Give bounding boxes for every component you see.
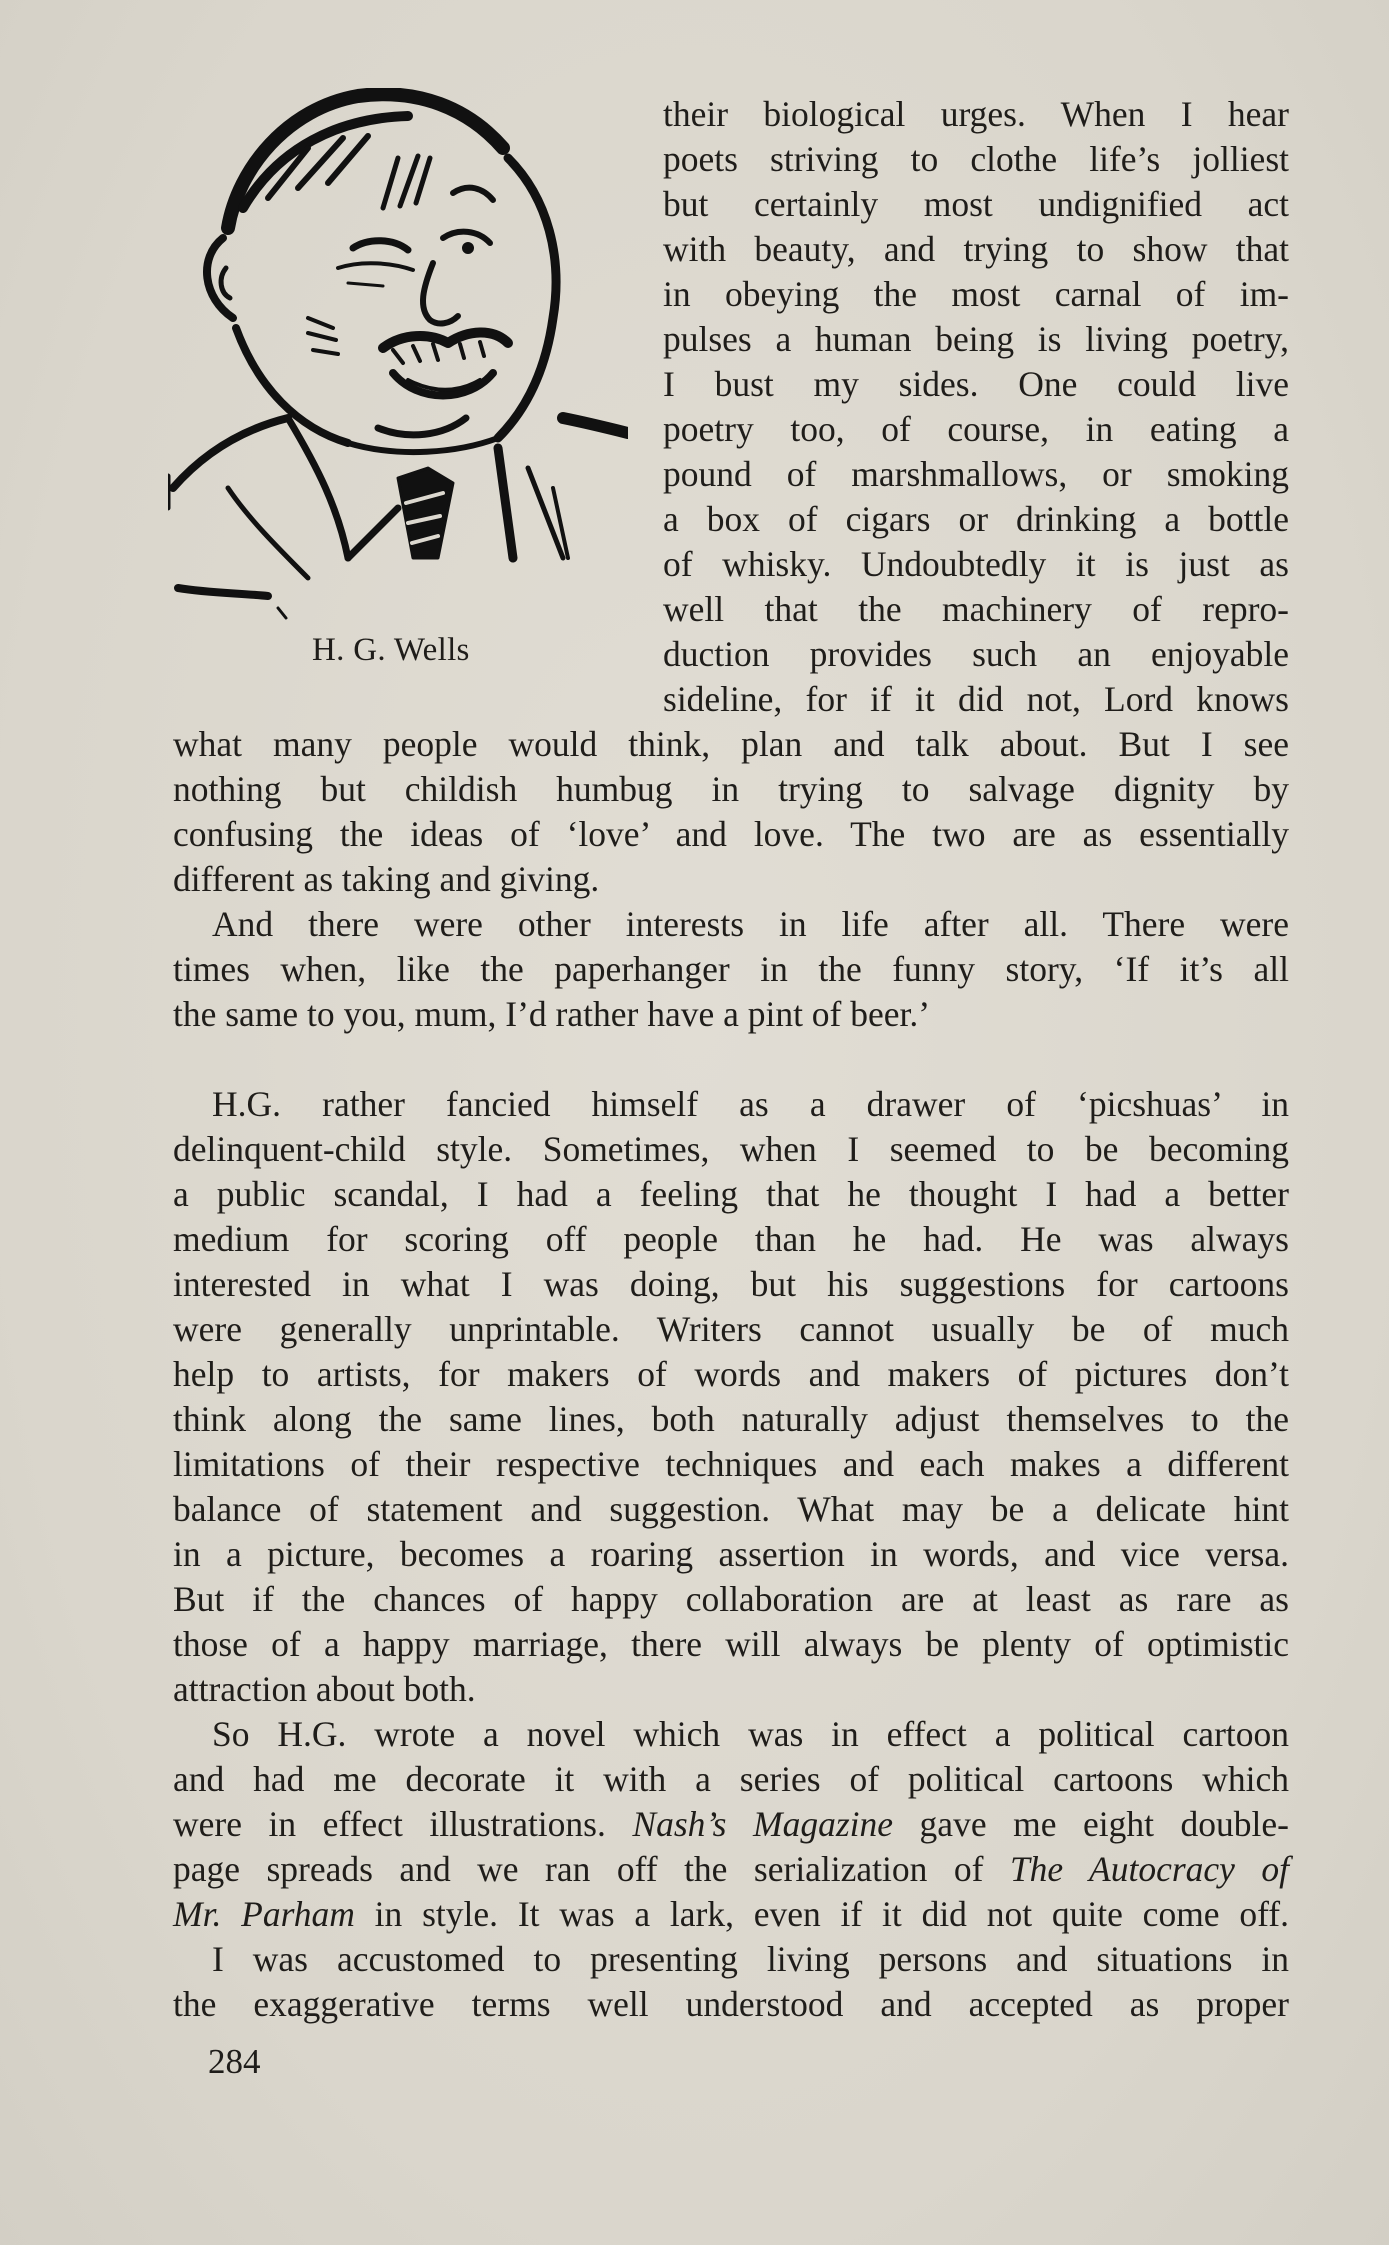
text-line: poets striving to clothe life’s jolliest [663,139,1289,179]
text-line: limitations of their respective techniques and each makes a different [173,1444,1289,1484]
text-line [173,1802,1289,1846]
text-run: were in effect illustrations. [173,1804,633,1844]
text-line: of whisky. Undoubtedly it is just as [663,544,1289,584]
text-line: times when, like the paperhanger in the funny story, ‘If it’s all [173,949,1289,989]
text-line: what many people would think, plan and talk about. But I see [173,724,1289,764]
text-line: confusing the ideas of ‘love’ and love. The two are as essentially [173,814,1289,854]
text-line: their biological urges. When I hear [663,94,1289,134]
text-line: I was accustomed to presenting living persons and situations in [212,1939,1289,1979]
text-line: the exaggerative terms well understood and accepted as proper [173,1984,1289,2024]
text-line: and had me decorate it with a series of political cartoons which [173,1759,1289,1799]
text-line: a public scandal, I had a feeling that he thought I had a better [173,1174,1289,1214]
text-line: in a picture, becomes a roaring assertion in words, and vice versa. [173,1534,1289,1574]
novel-title-cont: Mr. Parham [173,1894,355,1934]
text-run: in style. It was a lark, even if it did not quite come off. [354,1894,1289,1934]
text-line: nothing but childish humbug in trying to salvage dignity by [173,769,1289,809]
text-line: poetry too, of course, in eating a [663,409,1289,449]
text-line: a box of cigars or drinking a bottle [663,499,1289,539]
text-line: sideline, for if it did not, Lord knows [663,679,1289,719]
magazine-title: Nash’s Magazine [632,1804,894,1844]
text-line: think along the same lines, both naturally adjust themselves to the [173,1399,1289,1439]
text-line: interested in what I was doing, but his suggestions for cartoons [173,1264,1289,1304]
text-line: medium for scoring off people than he had. He was always [173,1219,1289,1259]
text-line: with beauty, and trying to show that [663,229,1289,269]
text-line: pulses a human being is living poetry, [663,319,1289,359]
text-line: And there were other interests in life after all. There were [212,904,1289,944]
text-line: the same to you, mum, I’d rather have a pint of beer.’ [173,994,931,1034]
text-line: were generally unprintable. Writers cannot usually be of much [173,1309,1289,1349]
text-line: pound of marshmallows, or smoking [663,454,1289,494]
text-line: duction provides such an enjoyable [663,634,1289,674]
text-line [173,1892,1289,1936]
text-line: in obeying the most carnal of im- [663,274,1289,314]
text-line: different as taking and giving. [173,859,600,899]
illustration-caption: H. G. Wells [312,632,470,668]
text-run: page spreads and we ran off the serialization of [173,1849,1010,1889]
text-line: but certainly most undignified act [663,184,1289,224]
page-number: 284 [208,2042,261,2081]
text-line: help to artists, for makers of words and makers of pictures don’t [173,1354,1289,1394]
text-line: delinquent-child style. Sometimes, when I seemed to be becoming [173,1129,1289,1169]
text-line: So H.G. wrote a novel which was in effect a political cartoon [212,1714,1289,1754]
text-run: gave me eight double- [893,1804,1289,1844]
text-line: H.G. rather fancied himself as a drawer of ‘picshuas’ in [212,1084,1289,1124]
text-line: attraction about both. [173,1669,476,1709]
hg-wells-caricature [168,88,628,628]
text-line [173,1847,1289,1891]
text-line: those of a happy marriage, there will always be plenty of optimistic [173,1624,1289,1664]
text-line: I bust my sides. One could live [663,364,1289,404]
text-line: well that the machinery of repro- [663,589,1289,629]
text-line: balance of statement and suggestion. What may be a delicate hint [173,1489,1289,1529]
novel-title: The Autocracy of [1009,1849,1289,1889]
text-line: But if the chances of happy collaboration are at least as rare as [173,1579,1289,1619]
